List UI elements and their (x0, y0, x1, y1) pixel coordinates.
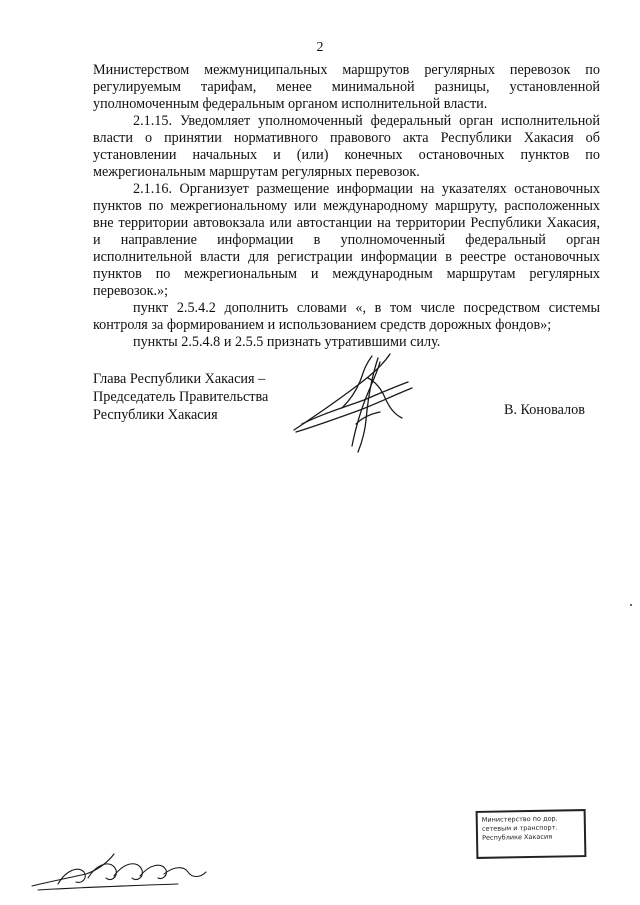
paragraph-repeal-clauses: пункты 2.5.4.8 и 2.5.5 признать утратившими силу. (133, 334, 441, 350)
stamp-line: сетевым и транспорт. (481, 823, 558, 833)
registration-stamp (476, 809, 587, 859)
signatory-title (93, 370, 268, 424)
signatory-title-line: Республики Хакасия (93, 407, 218, 423)
paragraph-2-1-16: 2.1.16. Организует размещение информации на указателях остановочных пунктов по межрегиональному или международному маршруту, расположенных вне территории автовокзала или автостанции на территории Республики Хакасия, и направление информации в уполномоченный федеральный орган исполнительной власти для регистрации информации в реестре остановочных пунктов по межрегиональным и международным маршрутам регулярных перевозок.»; (93, 181, 600, 299)
paragraph-continuation: Министерством межмуниципальных маршрутов регулярных перевозок по регулируемым тарифам, менее минимальной разницы, установленной уполномоченным федеральным органом исполнительной власти. (93, 62, 600, 112)
paragraph-amend-2-5-4-2: пункт 2.5.4.2 дополнить словами «, в том числе посредством системы контроля за формированием и использованием средств дорожных фондов»; (93, 300, 600, 333)
handwritten-initials (28, 848, 208, 894)
stamp-line: Республике Хакасия (481, 832, 553, 842)
signatory-title-line: Председатель Правительства (93, 389, 269, 405)
scan-speck (630, 604, 632, 606)
signatory-title-line: Глава Республики Хакасия – (93, 371, 266, 387)
handwritten-signature (282, 348, 422, 458)
signatory-name: В. Коновалов (504, 402, 585, 418)
document-body (93, 62, 600, 351)
page-number: 2 (316, 40, 324, 55)
paragraph-2-1-15: 2.1.15. Уведомляет уполномоченный федеральный орган исполнительной власти о принятии нормативного правового акта Республики Хакасия об установлении начальных и (или) конечных остановочных пунктов по межрегиональным маршрутам регулярных перевозок. (93, 113, 600, 180)
stamp-line: Министерство по дор. (481, 814, 558, 824)
